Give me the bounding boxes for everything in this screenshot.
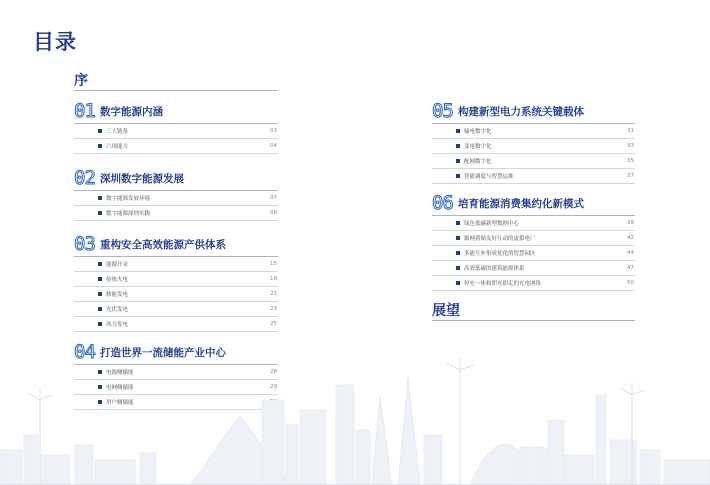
bullet-square-icon — [456, 281, 460, 285]
section-title: 构建新型电力系统关键载体 — [458, 106, 584, 118]
toc-item-page: 15 — [270, 261, 277, 267]
toc-item[interactable] — [432, 154, 635, 169]
toc-item-label: 电源侧储能 — [106, 370, 134, 376]
toc-item-page: 03 — [270, 128, 277, 134]
bullet-square-icon — [456, 251, 460, 255]
bullet-square-icon — [98, 322, 102, 326]
bullet-square-icon — [98, 307, 102, 311]
bullet-square-icon — [98, 129, 102, 133]
bullet-square-icon — [456, 129, 460, 133]
section-title: 深圳数字能源发展 — [100, 173, 184, 185]
section-heading[interactable] — [74, 167, 278, 187]
toc-item-page: 21 — [270, 291, 277, 297]
toc-item-label: 风力发电 — [106, 322, 129, 328]
city-skyline-illustration — [0, 355, 710, 485]
preface-rule — [74, 90, 278, 91]
section-number: 05 — [432, 100, 453, 122]
bullet-square-icon — [98, 196, 102, 200]
toc-item-label: 三大链条 — [106, 129, 129, 135]
toc-item-page: 39 — [627, 220, 634, 226]
toc-item-label: 停充一体和即充即走的充电网络 — [464, 281, 542, 287]
section-heading[interactable] — [432, 100, 635, 120]
bullet-square-icon — [98, 144, 102, 148]
toc-item-label: 光伏发电 — [106, 307, 129, 313]
section-01 — [74, 100, 278, 154]
bullet-square-icon — [98, 277, 102, 281]
toc-item-page: 33 — [627, 143, 634, 149]
toc-item-page: 18 — [270, 276, 277, 282]
section-03 — [74, 233, 278, 332]
toc-item-label: 能源开采 — [106, 262, 129, 268]
bullet-square-icon — [456, 266, 460, 270]
toc-item[interactable] — [432, 139, 635, 154]
toc-item[interactable] — [74, 257, 278, 272]
toc-item-label: 变电数字化 — [464, 144, 492, 150]
section-heading[interactable] — [74, 100, 278, 120]
bullet-square-icon — [98, 262, 102, 266]
toc-item[interactable] — [432, 124, 635, 139]
outlook-rule — [432, 320, 635, 321]
toc-item-page: 29 — [270, 384, 277, 390]
outlook-entry[interactable] — [432, 300, 635, 321]
toc-item-label: 核能发电 — [106, 292, 129, 298]
bullet-square-icon — [456, 221, 460, 225]
toc-item-page: 47 — [627, 265, 634, 271]
toc-item[interactable] — [74, 206, 278, 221]
toc-item-page: 23 — [270, 306, 277, 312]
toc-item-label: 多能互补集成优化的智慧园区 — [464, 251, 536, 257]
toc-item-page: 37 — [627, 173, 634, 179]
bullet-square-icon — [456, 174, 460, 178]
toc-item[interactable] — [74, 302, 278, 317]
section-title: 重构安全高效能源产供体系 — [100, 239, 226, 251]
toc-item[interactable] — [74, 287, 278, 302]
section-heading[interactable] — [432, 192, 635, 212]
toc-item-label: 绿色低碳新型数据中心 — [464, 221, 520, 227]
section-title: 打造世界一流储能产业中心 — [100, 347, 226, 359]
toc-item-page: 31 — [627, 128, 634, 134]
section-heading[interactable] — [74, 233, 278, 253]
preface-title: 序 — [74, 73, 88, 89]
toc-item-label: 输电数字化 — [464, 129, 492, 135]
toc-item-label: 数字能源深圳实践 — [106, 211, 151, 217]
toc-item-label: 智能调度与智慧运维 — [464, 174, 514, 180]
bullet-square-icon — [98, 211, 102, 215]
toc-item-label: 电网侧储能 — [106, 385, 134, 391]
section-number: 01 — [74, 100, 95, 122]
toc-item-page: 35 — [627, 158, 634, 164]
toc-item-label: 用户侧储能 — [106, 400, 134, 406]
toc-item-label: 源网荷储友好互动的虚拟电厂 — [464, 236, 536, 242]
toc-item-page: 50 — [627, 280, 634, 286]
bullet-square-icon — [98, 292, 102, 296]
toc-item[interactable] — [432, 216, 635, 231]
toc-item-label: 数字能源发展环境 — [106, 196, 151, 202]
preface-entry[interactable] — [74, 70, 278, 91]
section-number: 06 — [432, 192, 453, 214]
toc-item-label: 配网数字化 — [464, 159, 492, 165]
toc-item-page: 44 — [627, 250, 634, 256]
toc-item[interactable] — [74, 317, 278, 332]
toc-item[interactable] — [432, 169, 635, 184]
toc-item-page: 04 — [270, 143, 277, 149]
toc-item[interactable] — [74, 272, 278, 287]
section-06 — [432, 192, 635, 291]
bullet-square-icon — [456, 159, 460, 163]
section-title: 培育能源消费集约化新模式 — [458, 198, 584, 210]
toc-item-page: 25 — [270, 321, 277, 327]
section-number: 02 — [74, 167, 95, 189]
toc-item-page: 42 — [627, 235, 634, 241]
toc-item[interactable] — [74, 139, 278, 154]
toc-item[interactable] — [432, 276, 635, 291]
toc-item[interactable] — [432, 246, 635, 261]
bullet-square-icon — [456, 236, 460, 240]
toc-item[interactable] — [74, 191, 278, 206]
toc-item-label: 高效低碳的建筑能源体系 — [464, 266, 525, 272]
bullet-square-icon — [456, 144, 460, 148]
toc-item-label: 传统火电 — [106, 277, 129, 283]
section-title: 数字能源内涵 — [100, 106, 163, 118]
section-number: 04 — [74, 341, 95, 363]
toc-item[interactable] — [74, 124, 278, 139]
outlook-title: 展望 — [432, 303, 460, 319]
section-05 — [432, 100, 635, 184]
toc-item-page: 08 — [270, 210, 277, 216]
toc-item-label: 六项能力 — [106, 144, 129, 150]
section-02 — [74, 167, 278, 221]
toc-item[interactable] — [432, 231, 635, 246]
toc-item-page: 28 — [270, 369, 277, 375]
toc-item-page: 07 — [270, 195, 277, 201]
section-number: 03 — [74, 233, 95, 255]
toc-item[interactable] — [432, 261, 635, 276]
page-title: 目录 — [33, 30, 77, 54]
